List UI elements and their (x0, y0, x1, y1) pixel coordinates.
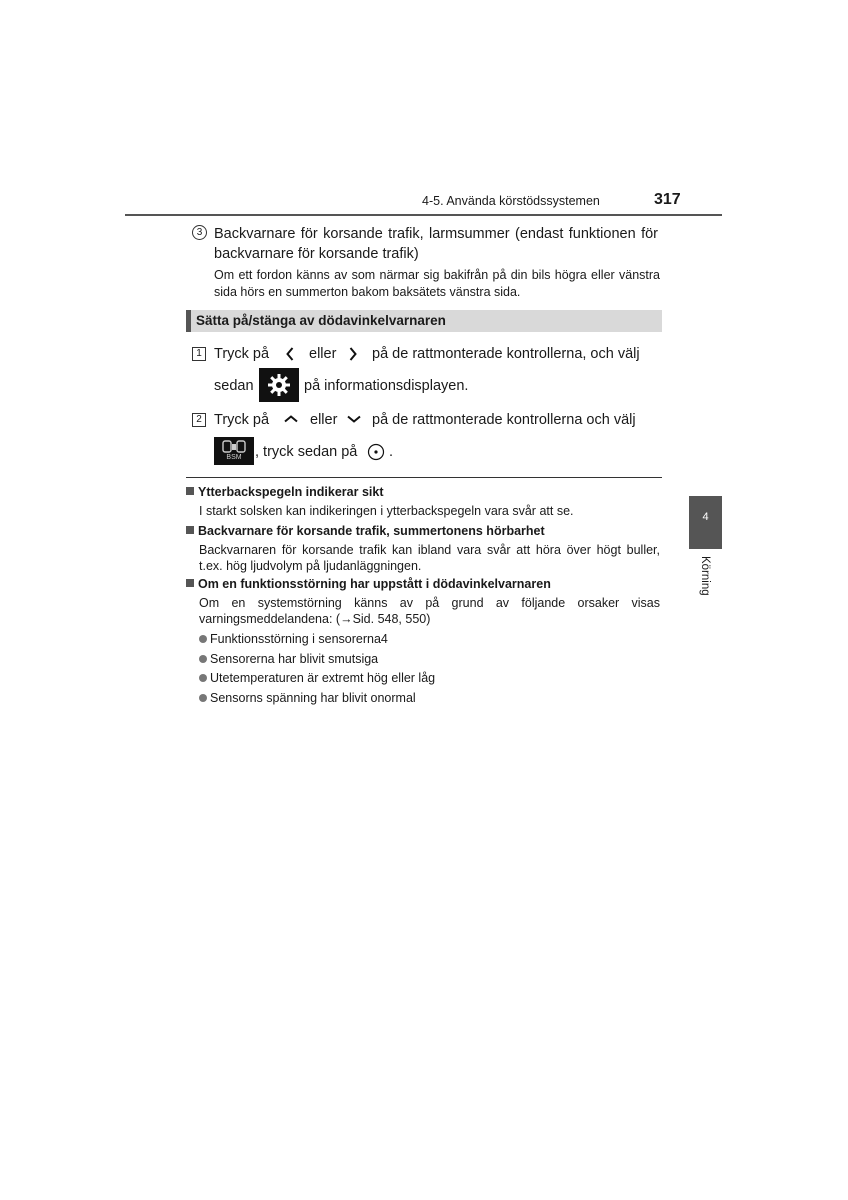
bsm-icon (214, 437, 254, 465)
notes-divider (186, 477, 662, 478)
step2-line1-c: på de rattmonterade kontrollerna och välj (372, 412, 636, 428)
bullet-text: Funktionsstörning i sensorerna4 (210, 632, 388, 646)
step1-line1-a: Tryck på (214, 346, 270, 362)
chevron-up-icon (283, 414, 299, 424)
note-text-3: Om en systemstörning känns av på grund av följande orsaker visas varningsmeddelandena: (→Sid. 548, 550) (199, 596, 660, 626)
note-heading-2 (186, 524, 545, 539)
bullet-dot (199, 635, 207, 643)
note-text-2: Backvarnaren för korsande trafik kan ibland vara svår att höra över högt buller, t.ex. hög ljudvolym på ljudanläggningen. (199, 543, 660, 573)
chevron-left-icon (285, 346, 295, 362)
note-heading-1 (186, 485, 384, 500)
note-heading-text: Ytterbackspegeln indikerar sikt (198, 485, 384, 499)
bullet-item (199, 652, 378, 667)
chapter-label: Körning (699, 556, 711, 596)
item-description: Om ett fordon känns av som närmar sig bakifrån på din bils högra eller vänstra sida hörs en summerton bakom baksätets vänstra sida. (214, 268, 660, 299)
enter-dot-icon (367, 443, 385, 461)
chevron-down-icon (346, 414, 362, 424)
bullet-dot (199, 694, 207, 702)
chapter-number: 4 (702, 511, 709, 523)
step1-line2-b: på informationsdisplayen. (304, 378, 469, 394)
header-divider (125, 214, 722, 216)
note-heading-text: Backvarnare för korsande trafik, summertonens hörbarhet (198, 524, 545, 538)
step2-line1-b: eller (310, 412, 338, 428)
step-number-2: 2 (192, 413, 206, 427)
step1-line1-b: eller (309, 346, 337, 362)
step1-line1-c: på de rattmonterade kontrollerna, och välj (372, 346, 640, 362)
page-number: 317 (654, 191, 681, 208)
bullet-text: Utetemperaturen är extremt hög eller låg (210, 671, 436, 685)
header-section-title: 4-5. Använda körstödssystemen (422, 194, 600, 208)
note-heading-3 (186, 577, 551, 592)
item-title: Backvarnare för korsande trafik, larmsummer (endast funktionen för backvarnare för korsande trafik) (214, 226, 658, 262)
note-text-1: I starkt solsken kan indikeringen i ytterbackspegeln vara svår att se. (199, 504, 574, 518)
note-marker (186, 579, 194, 587)
item-number-badge: 3 (192, 225, 207, 240)
note-marker (186, 487, 194, 495)
bullet-text: Sensorns spänning har blivit onormal (210, 691, 416, 705)
section-heading: Sätta på/stänga av dödavinkelvarnaren (196, 313, 446, 328)
chapter-tab (689, 496, 722, 549)
step-number-1: 1 (192, 347, 206, 361)
step2-line2-a: , tryck sedan på (255, 444, 358, 460)
bullet-item (199, 632, 388, 647)
step1-line2-a: sedan (214, 378, 254, 394)
bullet-dot (199, 655, 207, 663)
step2-line1-a: Tryck på (214, 412, 270, 428)
chevron-right-icon (348, 346, 358, 362)
bullet-text: Sensorerna har blivit smutsiga (210, 652, 379, 666)
gear-icon (259, 368, 299, 402)
note-marker (186, 526, 194, 534)
bullet-dot (199, 674, 207, 682)
bsm-icon-label: BSM (226, 454, 242, 461)
bullet-item (199, 691, 416, 706)
bullet-item (199, 671, 435, 686)
note-heading-text: Om en funktionsstörning har uppstått i dödavinkelvarnaren (198, 577, 551, 591)
step2-line2-b: . (389, 444, 394, 460)
